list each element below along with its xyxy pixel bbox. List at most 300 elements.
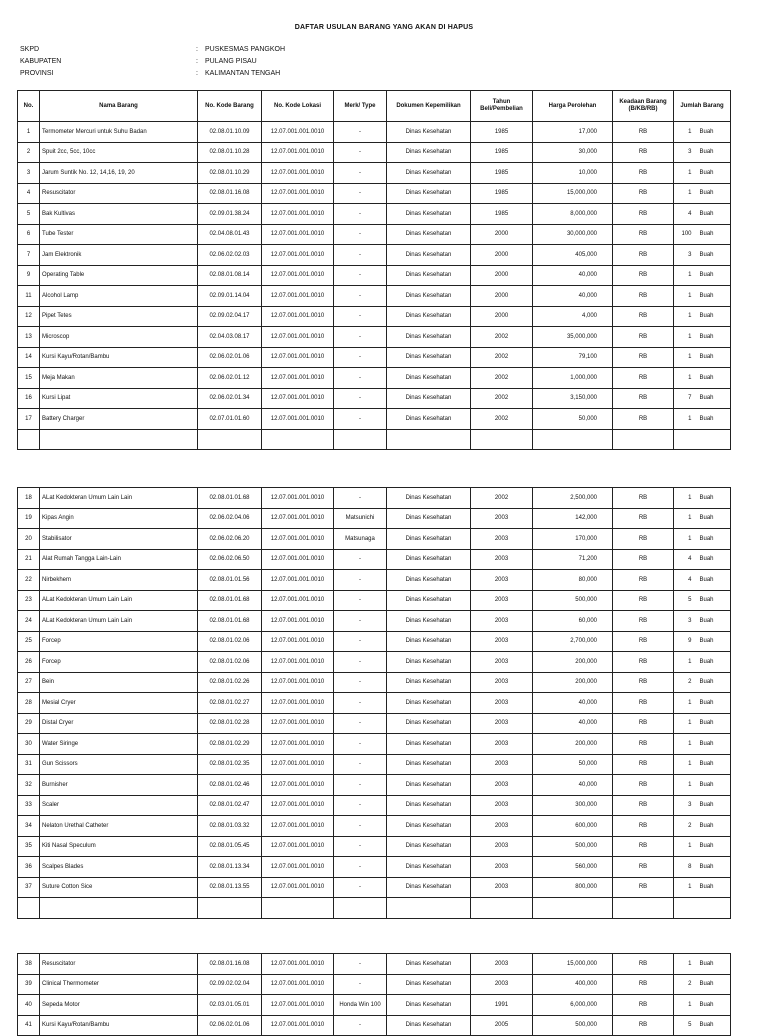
header-jumlah: Jumlah Barang <box>674 91 731 122</box>
cell-kode-lokasi: 12.07.001.001.0010 <box>262 974 334 995</box>
cell-jumlah-unit: Buah <box>696 652 731 673</box>
cell-kode-barang: 02.06.02.02.03 <box>198 245 262 266</box>
cell-harga: 500,000 <box>533 836 613 857</box>
cell-kode-barang: 02.08.01.13.55 <box>198 877 262 898</box>
cell-harga: 4,000 <box>533 306 613 327</box>
cell-keadaan: RB <box>613 672 674 693</box>
cell-kode-lokasi: 12.07.001.001.0010 <box>262 754 334 775</box>
cell-harga <box>533 429 613 450</box>
cell-merk-type: - <box>334 388 387 409</box>
cell-merk-type: - <box>334 734 387 755</box>
cell-nama-barang: Tube Tester <box>40 224 198 245</box>
cell-nama-barang: ALat Kedokteran Umum Lain Lain <box>40 488 198 509</box>
cell-jumlah-qty: 100 <box>674 224 696 245</box>
cell-nama-barang: Microscop <box>40 327 198 348</box>
header-keadaan: Keadaan Barang (B/KB/RB) <box>613 91 674 122</box>
cell-kode-barang <box>198 898 262 919</box>
cell-tahun <box>471 429 533 450</box>
cell-no: 27 <box>18 672 40 693</box>
cell-keadaan: RB <box>613 306 674 327</box>
cell-jumlah-qty: 1 <box>674 529 696 550</box>
cell-no: 37 <box>18 877 40 898</box>
cell-jumlah-qty: 1 <box>674 368 696 389</box>
cell-keadaan: RB <box>613 245 674 266</box>
cell-no: 2 <box>18 142 40 163</box>
cell-dokumen <box>387 429 471 450</box>
cell-tahun: 2003 <box>471 795 533 816</box>
cell-harga: 15,000,000 <box>533 183 613 204</box>
cell-jumlah-qty: 3 <box>674 142 696 163</box>
cell-keadaan: RB <box>613 734 674 755</box>
cell-kode-barang: 02.08.01.02.46 <box>198 775 262 796</box>
cell-merk-type: - <box>334 286 387 307</box>
cell-kode-barang: 02.09.02.04.17 <box>198 306 262 327</box>
cell-jumlah-qty: 2 <box>674 816 696 837</box>
cell-kode-barang <box>198 429 262 450</box>
cell-kode-lokasi: 12.07.001.001.0010 <box>262 368 334 389</box>
cell-merk-type: - <box>334 672 387 693</box>
cell-jumlah-qty: 4 <box>674 204 696 225</box>
cell-keadaan: RB <box>613 652 674 673</box>
cell-jumlah-unit: Buah <box>696 529 731 550</box>
cell-tahun: 2002 <box>471 368 533 389</box>
cell-no: 26 <box>18 652 40 673</box>
table-row <box>18 570 731 591</box>
cell-tahun: 2003 <box>471 590 533 611</box>
cell-jumlah-qty: 1 <box>674 347 696 368</box>
cell-jumlah-unit: Buah <box>696 183 731 204</box>
cell-tahun: 2003 <box>471 611 533 632</box>
cell-nama-barang: Kursi Kayu/Rotan/Bambu <box>40 1015 198 1036</box>
cell-nama-barang: Kipas Angin <box>40 508 198 529</box>
cell-nama-barang: Stabilisator <box>40 529 198 550</box>
cell-harga: 8,000,000 <box>533 204 613 225</box>
cell-tahun: 2003 <box>471 693 533 714</box>
cell-jumlah-unit: Buah <box>696 816 731 837</box>
cell-tahun: 2003 <box>471 734 533 755</box>
cell-jumlah-unit <box>696 898 731 919</box>
info-key: KABUPATEN <box>20 58 62 65</box>
table-row <box>18 142 731 163</box>
cell-kode-barang: 02.08.01.16.08 <box>198 183 262 204</box>
cell-nama-barang <box>40 429 198 450</box>
cell-kode-lokasi: 12.07.001.001.0010 <box>262 652 334 673</box>
cell-no <box>18 898 40 919</box>
table-row <box>18 122 731 143</box>
cell-jumlah-unit: Buah <box>696 954 731 975</box>
cell-keadaan: RB <box>613 183 674 204</box>
cell-jumlah-unit: Buah <box>696 775 731 796</box>
cell-keadaan: RB <box>613 795 674 816</box>
cell-kode-barang: 02.08.01.01.68 <box>198 488 262 509</box>
table-row <box>18 183 731 204</box>
cell-keadaan: RB <box>613 163 674 184</box>
cell-jumlah-qty: 1 <box>674 122 696 143</box>
cell-nama-barang: Gun Scissors <box>40 754 198 775</box>
cell-tahun: 2003 <box>471 529 533 550</box>
info-sep: : <box>196 70 198 77</box>
cell-tahun: 2003 <box>471 672 533 693</box>
cell-kode-lokasi <box>262 898 334 919</box>
cell-kode-lokasi: 12.07.001.001.0010 <box>262 122 334 143</box>
cell-dokumen: Dinas Kesehatan <box>387 122 471 143</box>
cell-keadaan: RB <box>613 754 674 775</box>
cell-jumlah-qty: 3 <box>674 245 696 266</box>
cell-tahun: 2003 <box>471 631 533 652</box>
cell-kode-barang: 02.06.02.01.12 <box>198 368 262 389</box>
cell-no: 11 <box>18 286 40 307</box>
cell-dokumen: Dinas Kesehatan <box>387 549 471 570</box>
cell-no: 3 <box>18 163 40 184</box>
cell-dokumen: Dinas Kesehatan <box>387 974 471 995</box>
cell-nama-barang: Water Siringe <box>40 734 198 755</box>
cell-kode-barang: 02.08.01.02.06 <box>198 631 262 652</box>
cell-jumlah-unit: Buah <box>696 388 731 409</box>
cell-jumlah-qty: 8 <box>674 857 696 878</box>
cell-keadaan: RB <box>613 327 674 348</box>
cell-nama-barang: Meja Makan <box>40 368 198 389</box>
cell-harga: 40,000 <box>533 265 613 286</box>
cell-nama-barang: Kiti Nasal Speculum <box>40 836 198 857</box>
cell-jumlah-qty: 1 <box>674 327 696 348</box>
cell-kode-barang: 02.08.01.10.28 <box>198 142 262 163</box>
cell-kode-lokasi: 12.07.001.001.0010 <box>262 954 334 975</box>
cell-merk-type <box>334 429 387 450</box>
table-row <box>18 488 731 509</box>
table-row <box>18 204 731 225</box>
header-no: No. <box>18 91 40 122</box>
cell-harga: 79,100 <box>533 347 613 368</box>
cell-kode-lokasi: 12.07.001.001.0010 <box>262 775 334 796</box>
cell-merk-type: - <box>334 754 387 775</box>
cell-harga: 40,000 <box>533 693 613 714</box>
header-kode-barang: No. Kode Barang <box>198 91 262 122</box>
cell-harga: 10,000 <box>533 163 613 184</box>
cell-dokumen: Dinas Kesehatan <box>387 631 471 652</box>
cell-kode-lokasi: 12.07.001.001.0010 <box>262 734 334 755</box>
cell-merk-type: - <box>334 631 387 652</box>
cell-harga: 2,700,000 <box>533 631 613 652</box>
cell-nama-barang: Kursi Kayu/Rotan/Bambu <box>40 347 198 368</box>
cell-dokumen: Dinas Kesehatan <box>387 529 471 550</box>
cell-dokumen: Dinas Kesehatan <box>387 409 471 430</box>
cell-harga: 142,000 <box>533 508 613 529</box>
cell-harga: 200,000 <box>533 734 613 755</box>
cell-kode-barang: 02.03.01.05.01 <box>198 995 262 1016</box>
cell-kode-barang: 02.09.02.02.04 <box>198 974 262 995</box>
cell-harga: 15,000,000 <box>533 954 613 975</box>
cell-merk-type: - <box>334 122 387 143</box>
cell-merk-type: - <box>334 265 387 286</box>
cell-no: 22 <box>18 570 40 591</box>
cell-harga: 405,000 <box>533 245 613 266</box>
table-row <box>18 995 731 1016</box>
cell-kode-barang: 02.08.01.02.47 <box>198 795 262 816</box>
cell-keadaan: RB <box>613 508 674 529</box>
table-row <box>18 672 731 693</box>
cell-tahun: 1985 <box>471 204 533 225</box>
cell-nama-barang: Nirbekhem <box>40 570 198 591</box>
cell-merk-type: - <box>334 877 387 898</box>
cell-jumlah-qty: 1 <box>674 652 696 673</box>
table-row <box>18 877 731 898</box>
cell-dokumen: Dinas Kesehatan <box>387 265 471 286</box>
cell-harga: 50,000 <box>533 409 613 430</box>
table-row <box>18 754 731 775</box>
info-value: KALIMANTAN TENGAH <box>205 70 281 77</box>
cell-kode-barang: 02.08.01.10.09 <box>198 122 262 143</box>
cell-dokumen: Dinas Kesehatan <box>387 1015 471 1036</box>
table-row <box>18 549 731 570</box>
cell-kode-barang: 02.08.01.02.28 <box>198 713 262 734</box>
cell-kode-lokasi: 12.07.001.001.0010 <box>262 488 334 509</box>
cell-dokumen: Dinas Kesehatan <box>387 224 471 245</box>
info-value: PULANG PISAU <box>205 58 257 65</box>
cell-kode-lokasi: 12.07.001.001.0010 <box>262 265 334 286</box>
cell-keadaan: RB <box>613 122 674 143</box>
cell-kode-lokasi: 12.07.001.001.0010 <box>262 836 334 857</box>
cell-nama-barang: Jarum Suntik No. 12, 14,16, 19, 20 <box>40 163 198 184</box>
cell-jumlah-unit: Buah <box>696 857 731 878</box>
cell-merk-type: - <box>334 652 387 673</box>
cell-jumlah-unit: Buah <box>696 245 731 266</box>
cell-kode-lokasi: 12.07.001.001.0010 <box>262 409 334 430</box>
table-row <box>18 857 731 878</box>
cell-jumlah-unit: Buah <box>696 672 731 693</box>
document-title: DAFTAR USULAN BARANG YANG AKAN DI HAPUS <box>294 24 474 31</box>
cell-no: 41 <box>18 1015 40 1036</box>
cell-harga: 400,000 <box>533 974 613 995</box>
cell-keadaan: RB <box>613 204 674 225</box>
cell-dokumen: Dinas Kesehatan <box>387 488 471 509</box>
cell-merk-type: - <box>334 409 387 430</box>
cell-keadaan: RB <box>613 388 674 409</box>
asset-table-1 <box>17 90 731 450</box>
cell-keadaan: RB <box>613 877 674 898</box>
cell-merk-type: - <box>334 974 387 995</box>
cell-jumlah-unit: Buah <box>696 306 731 327</box>
cell-jumlah-qty: 1 <box>674 163 696 184</box>
cell-kode-lokasi: 12.07.001.001.0010 <box>262 631 334 652</box>
cell-jumlah-unit: Buah <box>696 142 731 163</box>
cell-harga: 2,500,000 <box>533 488 613 509</box>
cell-keadaan: RB <box>613 995 674 1016</box>
cell-no: 39 <box>18 974 40 995</box>
cell-nama-barang: Nelaton Urethal Catheter <box>40 816 198 837</box>
cell-nama-barang: Jam Elektronik <box>40 245 198 266</box>
cell-kode-lokasi: 12.07.001.001.0010 <box>262 713 334 734</box>
cell-harga: 170,000 <box>533 529 613 550</box>
header-tahun: Tahun Beli/Pembelian <box>471 91 533 122</box>
cell-dokumen: Dinas Kesehatan <box>387 508 471 529</box>
cell-jumlah-qty: 1 <box>674 306 696 327</box>
cell-keadaan: RB <box>613 631 674 652</box>
info-value: PUSKESMAS PANGKOH <box>205 46 286 53</box>
cell-tahun: 2002 <box>471 409 533 430</box>
cell-tahun: 2003 <box>471 816 533 837</box>
cell-tahun: 2003 <box>471 877 533 898</box>
cell-keadaan: RB <box>613 775 674 796</box>
cell-nama-barang: Bak Kultivas <box>40 204 198 225</box>
cell-nama-barang: Clinical Thermometer <box>40 974 198 995</box>
table-row <box>18 429 731 450</box>
cell-tahun: 2005 <box>471 1015 533 1036</box>
cell-tahun: 1985 <box>471 142 533 163</box>
cell-kode-barang: 02.06.02.01.34 <box>198 388 262 409</box>
cell-nama-barang: Burnisher <box>40 775 198 796</box>
cell-keadaan: RB <box>613 549 674 570</box>
cell-tahun: 2003 <box>471 836 533 857</box>
cell-dokumen: Dinas Kesehatan <box>387 306 471 327</box>
cell-tahun: 1985 <box>471 183 533 204</box>
cell-kode-barang: 02.04.03.08.17 <box>198 327 262 348</box>
cell-kode-barang: 02.06.02.01.06 <box>198 347 262 368</box>
cell-dokumen: Dinas Kesehatan <box>387 857 471 878</box>
cell-kode-barang: 02.08.01.10.29 <box>198 163 262 184</box>
cell-no: 1 <box>18 122 40 143</box>
table-row <box>18 245 731 266</box>
cell-merk-type: - <box>334 327 387 348</box>
cell-nama-barang: Bein <box>40 672 198 693</box>
cell-merk-type: - <box>334 183 387 204</box>
cell-dokumen: Dinas Kesehatan <box>387 245 471 266</box>
cell-keadaan: RB <box>613 488 674 509</box>
cell-keadaan: RB <box>613 347 674 368</box>
cell-jumlah-unit: Buah <box>696 368 731 389</box>
cell-jumlah-qty <box>674 898 696 919</box>
cell-tahun: 2002 <box>471 488 533 509</box>
cell-jumlah-qty: 4 <box>674 549 696 570</box>
cell-nama-barang: Kursi Lipat <box>40 388 198 409</box>
cell-kode-barang: 02.08.01.01.68 <box>198 611 262 632</box>
cell-nama-barang: Spuit 2cc, 5cc, 10cc <box>40 142 198 163</box>
cell-tahun: 2003 <box>471 775 533 796</box>
cell-tahun: 2002 <box>471 347 533 368</box>
cell-no: 20 <box>18 529 40 550</box>
cell-dokumen: Dinas Kesehatan <box>387 954 471 975</box>
table-row <box>18 409 731 430</box>
table-header-row <box>18 91 731 122</box>
cell-harga: 500,000 <box>533 590 613 611</box>
cell-jumlah-unit: Buah <box>696 286 731 307</box>
cell-no: 12 <box>18 306 40 327</box>
cell-no: 30 <box>18 734 40 755</box>
cell-kode-lokasi: 12.07.001.001.0010 <box>262 163 334 184</box>
cell-tahun <box>471 898 533 919</box>
cell-kode-barang: 02.08.01.01.68 <box>198 590 262 611</box>
cell-keadaan: RB <box>613 224 674 245</box>
cell-harga: 80,000 <box>533 570 613 591</box>
cell-merk-type <box>334 898 387 919</box>
cell-jumlah-qty: 4 <box>674 570 696 591</box>
cell-jumlah-qty: 1 <box>674 286 696 307</box>
cell-merk-type: - <box>334 590 387 611</box>
cell-kode-barang: 02.08.01.02.35 <box>198 754 262 775</box>
cell-harga <box>533 898 613 919</box>
cell-dokumen: Dinas Kesehatan <box>387 611 471 632</box>
cell-merk-type: - <box>334 611 387 632</box>
cell-nama-barang: Termometer Mercuri untuk Suhu Badan <box>40 122 198 143</box>
cell-keadaan: RB <box>613 590 674 611</box>
cell-tahun: 2000 <box>471 245 533 266</box>
cell-tahun: 2003 <box>471 652 533 673</box>
cell-no: 24 <box>18 611 40 632</box>
cell-tahun: 2003 <box>471 570 533 591</box>
cell-jumlah-qty: 1 <box>674 954 696 975</box>
cell-no: 18 <box>18 488 40 509</box>
cell-merk-type: - <box>334 204 387 225</box>
cell-keadaan: RB <box>613 1015 674 1036</box>
cell-harga: 200,000 <box>533 652 613 673</box>
cell-kode-lokasi: 12.07.001.001.0010 <box>262 286 334 307</box>
cell-no: 35 <box>18 836 40 857</box>
cell-merk-type: - <box>334 795 387 816</box>
cell-dokumen <box>387 898 471 919</box>
info-key: PROVINSI <box>20 70 54 77</box>
header-dokumen: Dokumen Kepemilikan <box>387 91 471 122</box>
cell-no: 9 <box>18 265 40 286</box>
cell-kode-barang: 02.08.01.02.26 <box>198 672 262 693</box>
header-merk-type: Merk/ Type <box>334 91 387 122</box>
cell-no <box>18 429 40 450</box>
cell-dokumen: Dinas Kesehatan <box>387 142 471 163</box>
cell-jumlah-qty: 1 <box>674 877 696 898</box>
cell-tahun: 2000 <box>471 224 533 245</box>
cell-jumlah-unit: Buah <box>696 204 731 225</box>
cell-harga: 17,000 <box>533 122 613 143</box>
cell-no: 34 <box>18 816 40 837</box>
cell-kode-lokasi: 12.07.001.001.0010 <box>262 611 334 632</box>
cell-jumlah-qty: 2 <box>674 974 696 995</box>
cell-jumlah-qty: 1 <box>674 693 696 714</box>
cell-tahun: 2003 <box>471 974 533 995</box>
cell-jumlah-unit: Buah <box>696 754 731 775</box>
cell-kode-lokasi: 12.07.001.001.0010 <box>262 529 334 550</box>
cell-no: 32 <box>18 775 40 796</box>
table-row <box>18 590 731 611</box>
table-row <box>18 954 731 975</box>
cell-kode-lokasi: 12.07.001.001.0010 <box>262 816 334 837</box>
cell-merk-type: - <box>334 549 387 570</box>
cell-jumlah-qty: 1 <box>674 713 696 734</box>
cell-kode-barang: 02.08.01.02.29 <box>198 734 262 755</box>
cell-harga: 560,000 <box>533 857 613 878</box>
cell-jumlah-unit: Buah <box>696 631 731 652</box>
cell-keadaan: RB <box>613 368 674 389</box>
cell-harga: 1,000,000 <box>533 368 613 389</box>
table-row <box>18 713 731 734</box>
cell-dokumen: Dinas Kesehatan <box>387 734 471 755</box>
cell-merk-type: - <box>334 816 387 837</box>
cell-merk-type: Matsunichi <box>334 508 387 529</box>
cell-jumlah-qty: 1 <box>674 836 696 857</box>
cell-tahun: 2003 <box>471 754 533 775</box>
cell-jumlah-unit: Buah <box>696 327 731 348</box>
table-row <box>18 795 731 816</box>
cell-kode-lokasi: 12.07.001.001.0010 <box>262 245 334 266</box>
cell-nama-barang: Forcep <box>40 652 198 673</box>
cell-tahun: 2000 <box>471 265 533 286</box>
cell-harga: 60,000 <box>533 611 613 632</box>
cell-tahun: 1985 <box>471 122 533 143</box>
cell-nama-barang <box>40 898 198 919</box>
cell-merk-type: Matsunaga <box>334 529 387 550</box>
cell-no: 36 <box>18 857 40 878</box>
table-row <box>18 734 731 755</box>
cell-harga: 600,000 <box>533 816 613 837</box>
cell-no: 4 <box>18 183 40 204</box>
cell-nama-barang: Scaler <box>40 795 198 816</box>
